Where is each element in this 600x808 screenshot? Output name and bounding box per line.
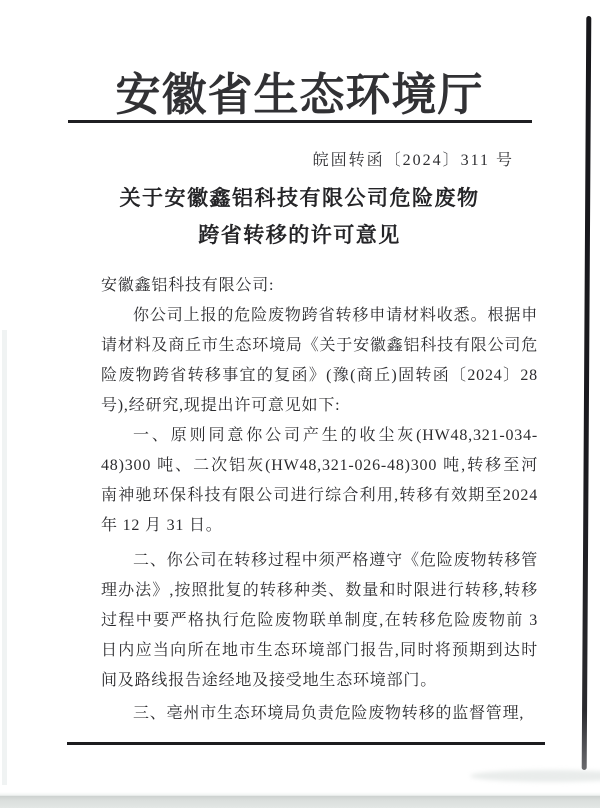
letterhead-divider: [68, 120, 532, 123]
paragraph-item-3: 三、亳州市生态环境局负责危险废物转移的监督管理,: [133, 705, 525, 722]
document-title: [67, 180, 532, 254]
document-body: [101, 271, 538, 729]
footer-divider: [67, 742, 545, 745]
agency-letterhead: 安徽省生态环境厅: [115, 70, 484, 120]
paragraph-item-1: 一、原则同意你公司产生的收尘灰(HW48,321-034-48)300 吨、二次铝灰(HW48,321-026-48)300 吨,转移至河南神驰环保科技有限公司进行综合利用,转移有效期至2024 年 12 月 31 日。: [101, 427, 538, 534]
scan-artifact-left-edge: [2, 330, 7, 785]
salutation: 安徽鑫铝科技有限公司:: [101, 277, 275, 294]
scan-artifact-smudge: [470, 770, 600, 782]
document-number: 皖固转函〔2024〕311 号: [312, 152, 514, 169]
document-title-line2: 跨省转移的许可意见: [198, 223, 401, 247]
document-title-line1: 关于安徽鑫铝科技有限公司危险废物: [119, 186, 480, 210]
paragraph-intro: 你公司上报的危险废物跨省转移申请材料收悉。根据申请材料及商丘市生态环境局《关于安徽鑫铝科技有限公司危险废物跨省转移事宜的复函》(豫(商丘)固转函〔2024〕28 号),经研究,现提出许可意见如下:: [101, 307, 538, 414]
scan-artifact-right-edge: [582, 16, 592, 770]
scan-artifact-bottom-band: [0, 795, 600, 808]
paragraph-item-2: 二、你公司在转移过程中须严格遵守《危险废物转移管理办法》,按照批复的转移种类、数量和时限进行转移,转移过程中要严格执行危险废物联单制度,在转移危险废物前 3 日内应当向所在地市生态环境部门报告,同时将预期到达时间及路线报告途经地及接受地生态环境部门。: [101, 552, 538, 689]
